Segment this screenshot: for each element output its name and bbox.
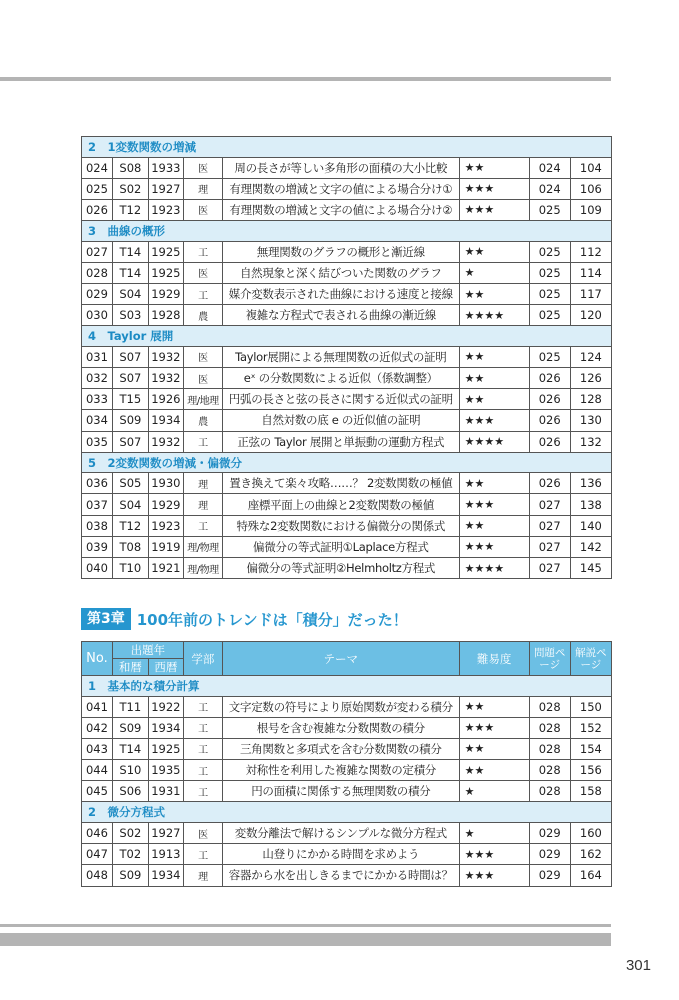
japanese-era-year: S05	[112, 473, 148, 494]
japanese-era-year: T15	[112, 389, 148, 410]
faculty: 医	[183, 368, 222, 389]
row-number: 045	[82, 781, 113, 802]
theme: 自然対数の底 e の近似値の証明	[222, 410, 459, 431]
answer-page: 124	[570, 346, 611, 367]
japanese-era-year: S09	[112, 717, 148, 738]
faculty: 理	[183, 865, 222, 886]
faculty: 工	[183, 515, 222, 536]
table-row	[82, 305, 612, 326]
header-western-year: 西暦	[148, 659, 183, 676]
theme: 周の長さが等しい多角形の面積の大小比較	[222, 157, 459, 178]
section-title: 1 基本的な積分計算	[82, 676, 612, 697]
answer-page: 120	[570, 305, 611, 326]
question-page: 027	[529, 515, 570, 536]
question-page: 025	[529, 346, 570, 367]
row-number: 041	[82, 696, 113, 717]
question-page: 028	[529, 738, 570, 759]
answer-page: 104	[570, 157, 611, 178]
row-number: 047	[82, 844, 113, 865]
japanese-era-year: T12	[112, 199, 148, 220]
question-page: 028	[529, 696, 570, 717]
western-year: 1923	[148, 199, 183, 220]
row-number: 037	[82, 494, 113, 515]
chapter-label: 第3章	[81, 608, 131, 630]
theme: 偏微分の等式証明②Helmholtz方程式	[222, 558, 459, 579]
western-year: 1930	[148, 473, 183, 494]
western-year: 1931	[148, 781, 183, 802]
faculty: 理	[183, 494, 222, 515]
table-row	[82, 431, 612, 452]
header-question-page: 問題ページ	[529, 642, 570, 676]
chapter-title: 100年前のトレンドは「積分」だった！	[136, 610, 408, 629]
answer-page: 130	[570, 410, 611, 431]
western-year: 1927	[148, 822, 183, 843]
western-year: 1932	[148, 368, 183, 389]
theme: 偏微分の等式証明①Laplace方程式	[222, 536, 459, 557]
table-row	[82, 822, 612, 843]
top-rule	[0, 77, 611, 81]
answer-page: 156	[570, 760, 611, 781]
western-year: 1926	[148, 389, 183, 410]
question-page: 029	[529, 822, 570, 843]
western-year: 1913	[148, 844, 183, 865]
table-row	[82, 346, 612, 367]
table-row	[82, 368, 612, 389]
faculty: 工	[183, 781, 222, 802]
western-year: 1932	[148, 431, 183, 452]
table-row	[82, 157, 612, 178]
table-row	[82, 696, 612, 717]
row-number: 040	[82, 558, 113, 579]
question-page: 028	[529, 717, 570, 738]
western-year: 1919	[148, 536, 183, 557]
answer-page: 138	[570, 494, 611, 515]
western-year: 1932	[148, 346, 183, 367]
row-number: 027	[82, 241, 113, 262]
difficulty-stars: ★★	[459, 389, 529, 410]
japanese-era-year: T02	[112, 844, 148, 865]
faculty: 工	[183, 738, 222, 759]
theme: 変数分離法で解けるシンプルな微分方程式	[222, 822, 459, 843]
faculty: 農	[183, 305, 222, 326]
row-number: 035	[82, 431, 113, 452]
question-page: 024	[529, 178, 570, 199]
answer-page: 142	[570, 536, 611, 557]
question-page: 026	[529, 431, 570, 452]
difficulty-stars: ★★	[459, 515, 529, 536]
difficulty-stars: ★★★	[459, 536, 529, 557]
row-number: 036	[82, 473, 113, 494]
theme: 円の面積に関係する無理関数の積分	[222, 781, 459, 802]
difficulty-stars: ★★	[459, 283, 529, 304]
theme: 容器から水を出しきるまでにかかる時間は？	[222, 865, 459, 886]
faculty: 医	[183, 199, 222, 220]
western-year: 1928	[148, 305, 183, 326]
japanese-era-year: S09	[112, 410, 148, 431]
western-year: 1933	[148, 157, 183, 178]
question-page: 025	[529, 305, 570, 326]
section-row	[82, 137, 612, 158]
western-year: 1927	[148, 178, 183, 199]
section-row	[82, 221, 612, 242]
japanese-era-year: T08	[112, 536, 148, 557]
faculty: 医	[183, 262, 222, 283]
japanese-era-year: T14	[112, 738, 148, 759]
theme: 座標平面上の曲線と2変数関数の極値	[222, 494, 459, 515]
faculty: 理	[183, 473, 222, 494]
theme: 複雑な方程式で表される曲線の漸近線	[222, 305, 459, 326]
difficulty-stars: ★★★	[459, 178, 529, 199]
table-row	[82, 717, 612, 738]
answer-page: 154	[570, 738, 611, 759]
difficulty-stars: ★★	[459, 241, 529, 262]
difficulty-stars: ★★	[459, 346, 529, 367]
theme: 対称性を利用した複雑な関数の定積分	[222, 760, 459, 781]
section-title: 5 2変数関数の増減・偏微分	[82, 452, 612, 473]
table-row	[82, 738, 612, 759]
question-page: 026	[529, 368, 570, 389]
answer-page: 136	[570, 473, 611, 494]
japanese-era-year: S07	[112, 368, 148, 389]
row-number: 025	[82, 178, 113, 199]
japanese-era-year: T14	[112, 262, 148, 283]
faculty: 医	[183, 346, 222, 367]
row-number: 026	[82, 199, 113, 220]
question-page: 028	[529, 781, 570, 802]
answer-page: 126	[570, 368, 611, 389]
faculty: 工	[183, 760, 222, 781]
section-row	[82, 802, 612, 823]
theme: 正弦の Taylor 展開と単振動の運動方程式	[222, 431, 459, 452]
table-row	[82, 515, 612, 536]
japanese-era-year: T14	[112, 241, 148, 262]
difficulty-stars: ★★	[459, 157, 529, 178]
faculty: 理	[183, 178, 222, 199]
theme: 有理関数の増減と文字の値による場合分け①	[222, 178, 459, 199]
japanese-era-year: T12	[112, 515, 148, 536]
question-page: 027	[529, 536, 570, 557]
question-page: 026	[529, 410, 570, 431]
western-year: 1923	[148, 515, 183, 536]
faculty: 医	[183, 822, 222, 843]
problem-table-chapter3	[81, 641, 612, 887]
answer-page: 128	[570, 389, 611, 410]
question-page: 025	[529, 199, 570, 220]
theme: 山登りにかかる時間を求めよう	[222, 844, 459, 865]
header-era: 和暦	[112, 659, 148, 676]
western-year: 1925	[148, 738, 183, 759]
western-year: 1934	[148, 865, 183, 886]
answer-page: 112	[570, 241, 611, 262]
faculty: 理/物理	[183, 558, 222, 579]
western-year: 1925	[148, 262, 183, 283]
theme: 媒介変数表示された曲線における速度と接線	[222, 283, 459, 304]
table-row	[82, 844, 612, 865]
difficulty-stars: ★★	[459, 760, 529, 781]
western-year: 1934	[148, 717, 183, 738]
japanese-era-year: T10	[112, 558, 148, 579]
theme: 三角関数と多項式を含む分数関数の積分	[222, 738, 459, 759]
difficulty-stars: ★★	[459, 368, 529, 389]
question-page: 029	[529, 865, 570, 886]
question-page: 024	[529, 157, 570, 178]
question-page: 026	[529, 473, 570, 494]
answer-page: 117	[570, 283, 611, 304]
table-row	[82, 536, 612, 557]
answer-page: 162	[570, 844, 611, 865]
faculty: 理/地理	[183, 389, 222, 410]
answer-page: 145	[570, 558, 611, 579]
japanese-era-year: S04	[112, 283, 148, 304]
western-year: 1934	[148, 410, 183, 431]
faculty: 工	[183, 431, 222, 452]
theme: 特殊な2変数関数における偏微分の関係式	[222, 515, 459, 536]
header-year-group: 出題年	[112, 642, 183, 659]
table-row	[82, 283, 612, 304]
table-row	[82, 262, 612, 283]
difficulty-stars: ★★	[459, 696, 529, 717]
japanese-era-year: S07	[112, 431, 148, 452]
answer-page: 164	[570, 865, 611, 886]
row-number: 039	[82, 536, 113, 557]
theme: 無理関数のグラフの概形と漸近線	[222, 241, 459, 262]
difficulty-stars: ★★★	[459, 717, 529, 738]
difficulty-stars: ★★★★	[459, 431, 529, 452]
answer-page: 109	[570, 199, 611, 220]
answer-page: 160	[570, 822, 611, 843]
row-number: 048	[82, 865, 113, 886]
header-no: No.	[82, 642, 113, 676]
theme: 根号を含む複雑な分数関数の積分	[222, 717, 459, 738]
faculty: 工	[183, 283, 222, 304]
row-number: 034	[82, 410, 113, 431]
row-number: 032	[82, 368, 113, 389]
row-number: 033	[82, 389, 113, 410]
chapter-heading	[81, 608, 408, 630]
table-row	[82, 494, 612, 515]
row-number: 043	[82, 738, 113, 759]
answer-page: 152	[570, 717, 611, 738]
header-faculty: 学部	[183, 642, 222, 676]
faculty: 工	[183, 844, 222, 865]
question-page: 025	[529, 283, 570, 304]
western-year: 1925	[148, 241, 183, 262]
japanese-era-year: S03	[112, 305, 148, 326]
answer-page: 140	[570, 515, 611, 536]
question-page: 025	[529, 241, 570, 262]
bottom-rule	[0, 924, 611, 927]
section-title: 2 微分方程式	[82, 802, 612, 823]
western-year: 1921	[148, 558, 183, 579]
header-theme: テーマ	[222, 642, 459, 676]
difficulty-stars: ★★★	[459, 410, 529, 431]
table-row	[82, 865, 612, 886]
faculty: 農	[183, 410, 222, 431]
header-answer-page: 解説ページ	[570, 642, 611, 676]
difficulty-stars: ★★	[459, 738, 529, 759]
row-number: 029	[82, 283, 113, 304]
table-row	[82, 389, 612, 410]
theme: 置き換えて楽々攻略……？ 2変数関数の極値	[222, 473, 459, 494]
western-year: 1929	[148, 494, 183, 515]
table-row	[82, 760, 612, 781]
japanese-era-year: S02	[112, 178, 148, 199]
difficulty-stars: ★	[459, 781, 529, 802]
japanese-era-year: S08	[112, 157, 148, 178]
theme: 円弧の長さと弦の長さに関する近似式の証明	[222, 389, 459, 410]
question-page: 029	[529, 844, 570, 865]
section-row	[82, 326, 612, 347]
section-row	[82, 452, 612, 473]
faculty: 工	[183, 241, 222, 262]
western-year: 1922	[148, 696, 183, 717]
faculty: 理/物理	[183, 536, 222, 557]
japanese-era-year: S07	[112, 346, 148, 367]
western-year: 1935	[148, 760, 183, 781]
table-row	[82, 241, 612, 262]
theme: 文字定数の符号により原始関数が変わる積分	[222, 696, 459, 717]
header-difficulty: 難易度	[459, 642, 529, 676]
row-number: 030	[82, 305, 113, 326]
difficulty-stars: ★★★	[459, 199, 529, 220]
theme: Taylor展開による無理関数の近似式の証明	[222, 346, 459, 367]
answer-page: 132	[570, 431, 611, 452]
question-page: 026	[529, 389, 570, 410]
table-row	[82, 410, 612, 431]
question-page: 027	[529, 558, 570, 579]
theme: 有理関数の増減と文字の値による場合分け②	[222, 199, 459, 220]
table-row	[82, 199, 612, 220]
row-number: 044	[82, 760, 113, 781]
japanese-era-year: T11	[112, 696, 148, 717]
question-page: 028	[529, 760, 570, 781]
table-row	[82, 473, 612, 494]
japanese-era-year: S09	[112, 865, 148, 886]
section-title: 4 Taylor 展開	[82, 326, 612, 347]
answer-page: 150	[570, 696, 611, 717]
section-title: 2 1変数関数の増減	[82, 137, 612, 158]
row-number: 028	[82, 262, 113, 283]
difficulty-stars: ★★★	[459, 865, 529, 886]
difficulty-stars: ★	[459, 262, 529, 283]
japanese-era-year: S02	[112, 822, 148, 843]
faculty: 工	[183, 696, 222, 717]
question-page: 025	[529, 262, 570, 283]
faculty: 医	[183, 157, 222, 178]
japanese-era-year: S10	[112, 760, 148, 781]
difficulty-stars: ★★★	[459, 844, 529, 865]
question-page: 027	[529, 494, 570, 515]
japanese-era-year: S04	[112, 494, 148, 515]
theme: 自然現象と深く結びついた関数のグラフ	[222, 262, 459, 283]
faculty: 工	[183, 717, 222, 738]
table-row	[82, 178, 612, 199]
answer-page: 114	[570, 262, 611, 283]
difficulty-stars: ★★★	[459, 494, 529, 515]
problem-table-chapter2	[81, 136, 612, 579]
answer-page: 106	[570, 178, 611, 199]
section-row	[82, 676, 612, 697]
row-number: 046	[82, 822, 113, 843]
answer-page: 158	[570, 781, 611, 802]
page-number: 301	[625, 957, 651, 974]
difficulty-stars: ★★	[459, 473, 529, 494]
difficulty-stars: ★★★★	[459, 558, 529, 579]
western-year: 1929	[148, 283, 183, 304]
japanese-era-year: S06	[112, 781, 148, 802]
section-title: 3 曲線の概形	[82, 221, 612, 242]
row-number: 042	[82, 717, 113, 738]
row-number: 031	[82, 346, 113, 367]
difficulty-stars: ★★★★	[459, 305, 529, 326]
theme: eˣ の分数関数による近似（係数調整）	[222, 368, 459, 389]
bottom-band	[0, 933, 611, 946]
table-row	[82, 558, 612, 579]
row-number: 038	[82, 515, 113, 536]
row-number: 024	[82, 157, 113, 178]
difficulty-stars: ★	[459, 822, 529, 843]
table-row	[82, 781, 612, 802]
